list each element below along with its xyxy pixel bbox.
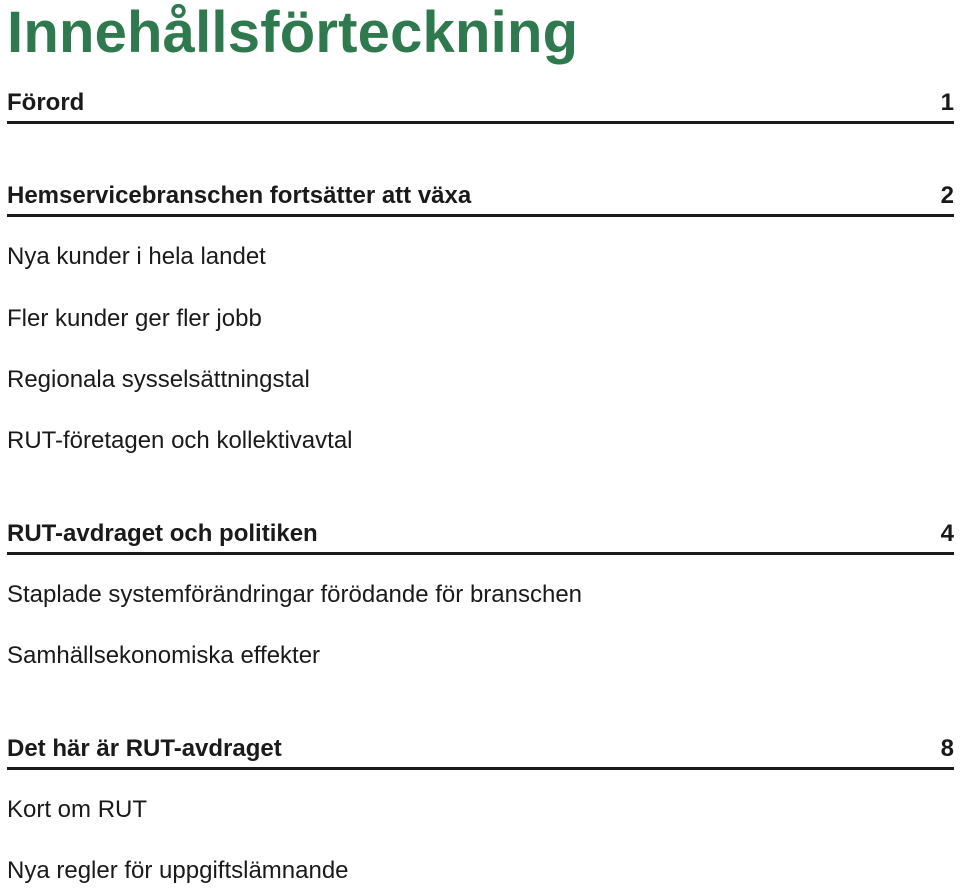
toc-section-heading[interactable] — [7, 736, 954, 770]
toc-sub-item[interactable]: Regionala sysselsättningstal — [7, 366, 310, 393]
toc-section-label: RUT-avdraget och politiken — [7, 520, 318, 547]
table-of-contents — [7, 0, 954, 890]
toc-sub-item[interactable]: Nya kunder i hela landet — [7, 243, 266, 270]
toc-sub-item[interactable]: Fler kunder ger fler jobb — [7, 305, 262, 332]
toc-sub-item[interactable]: Nya regler för uppgiftslämnande — [7, 857, 349, 884]
toc-sub-item[interactable]: RUT-företagen och kollektivavtal — [7, 427, 353, 454]
toc-page-number: 8 — [940, 735, 954, 762]
toc-section-label: Det här är RUT-avdraget — [7, 735, 282, 762]
toc-section-heading[interactable] — [7, 183, 954, 217]
toc-page-number: 2 — [940, 182, 954, 209]
toc-section-heading[interactable] — [7, 90, 954, 124]
toc-sub-item[interactable]: Samhällsekonomiska effekter — [7, 642, 321, 669]
toc-page-number: 1 — [940, 89, 954, 116]
toc-sub-item[interactable]: Staplade systemförändringar förödande för branschen — [7, 581, 583, 608]
toc-page-number: 4 — [940, 520, 954, 547]
toc-sub-item[interactable]: Kort om RUT — [7, 796, 148, 823]
toc-section-heading[interactable] — [7, 521, 954, 555]
toc-section-label: Förord — [7, 89, 85, 116]
toc-section-label: Hemservicebranschen fortsätter att växa — [7, 182, 472, 209]
page-title: Innehållsförteckning — [7, 0, 579, 65]
